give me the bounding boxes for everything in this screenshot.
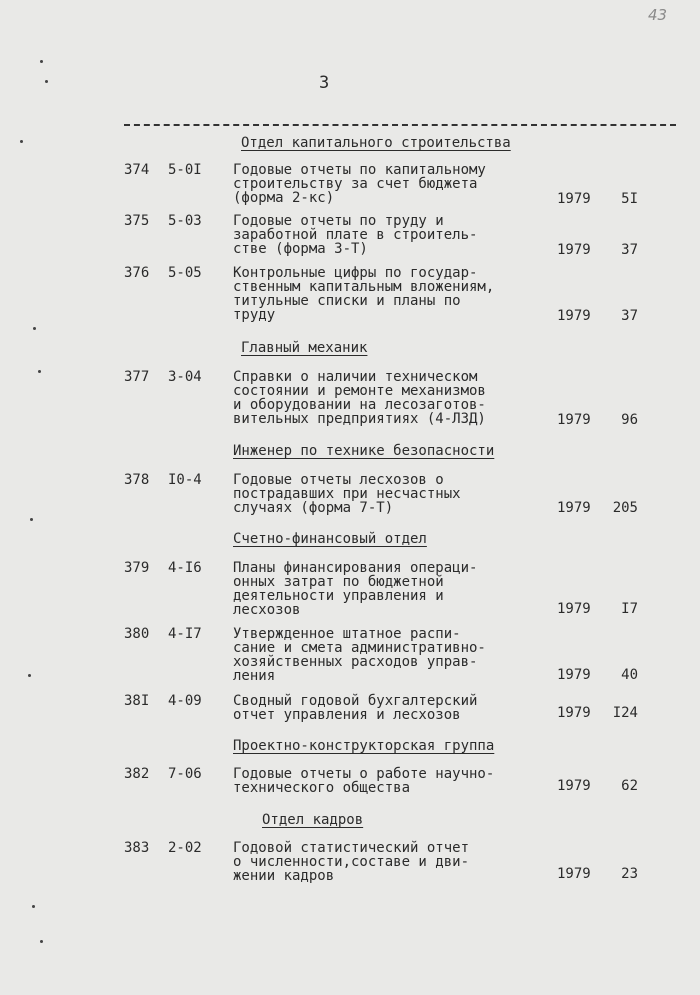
entry-code: 5-03 (168, 213, 202, 229)
entry-title: Годовые отчеты по труду и заработной плате в строитель- стве (форма 3-Т) (233, 213, 478, 257)
section-heading: Проектно-конструкторская группа (233, 738, 495, 754)
scan-speck (40, 60, 43, 63)
entry-pages: 205 (612, 500, 638, 516)
scan-speck (30, 518, 33, 521)
entry-pages: 62 (621, 778, 638, 794)
scan-speck (28, 674, 31, 677)
entry-code: 3-04 (168, 369, 202, 385)
scan-speck (33, 327, 36, 330)
scan-speck (38, 370, 41, 373)
entry-number: 374 (124, 162, 150, 178)
entry-number: 375 (124, 213, 150, 229)
entry-title: Справки о наличии техническом состоянии и ремонте механизмов и оборудовании на лесозаготов- вительных предприятиях (4-ЛЗД) (233, 369, 486, 427)
entry-number: 376 (124, 265, 150, 281)
entry-code: I0-4 (168, 472, 202, 488)
scan-speck (20, 140, 23, 143)
entry-year: 1979 (557, 242, 591, 258)
entry-number: 377 (124, 369, 150, 385)
entry-number: 383 (124, 840, 150, 856)
entry-title: Планы финансирования операци- онных затрат по бюджетной деятельности управления и лесхозов (233, 560, 478, 618)
entry-code: 5-0I (168, 162, 202, 178)
entry-code: 5-05 (168, 265, 202, 281)
header-divider (124, 124, 676, 126)
entry-year: 1979 (557, 191, 591, 207)
sheet-number: 43 (648, 6, 668, 24)
entry-year: 1979 (557, 866, 591, 882)
entry-title: Контрольные цифры по государ- ственным капитальным вложениям, титульные списки и планы по труду (233, 265, 495, 323)
entry-pages: 23 (621, 866, 638, 882)
section-heading: Отдел капитального строительства (241, 135, 511, 151)
entry-number: 379 (124, 560, 150, 576)
page-number: 3 (319, 73, 330, 93)
entry-year: 1979 (557, 705, 591, 721)
entry-year: 1979 (557, 412, 591, 428)
section-heading: Главный механик (241, 340, 368, 356)
entry-pages: 40 (621, 667, 638, 683)
entry-title: Утвержденное штатное распи- сание и смета административно- хозяйственных расходов управ- ления (233, 626, 486, 684)
scan-speck (45, 80, 48, 83)
section-heading: Счетно-финансовый отдел (233, 531, 427, 547)
entry-title: Годовые отчеты о работе научно- технического общества (233, 766, 495, 796)
entry-pages: 37 (621, 242, 638, 258)
entry-pages: I7 (621, 601, 638, 617)
entry-code: 4-I6 (168, 560, 202, 576)
entry-title: Годовой статистический отчет о численности,составе и дви- жении кадров (233, 840, 470, 884)
entry-title: Годовые отчеты лесхозов о пострадавших при несчастных случаях (форма 7-Т) (233, 472, 461, 516)
entry-number: 380 (124, 626, 150, 642)
scan-speck (40, 940, 43, 943)
entry-pages: 96 (621, 412, 638, 428)
entry-year: 1979 (557, 500, 591, 516)
entry-number: 382 (124, 766, 150, 782)
entry-pages: 37 (621, 308, 638, 324)
entry-year: 1979 (557, 601, 591, 617)
entry-year: 1979 (557, 667, 591, 683)
entry-title: Сводный годовой бухгалтерский отчет управления и лесхозов (233, 693, 478, 723)
entry-code: 2-02 (168, 840, 202, 856)
entry-year: 1979 (557, 308, 591, 324)
entry-code: 4-I7 (168, 626, 202, 642)
entry-code: 7-06 (168, 766, 202, 782)
entry-pages: I24 (612, 705, 638, 721)
entry-year: 1979 (557, 778, 591, 794)
section-heading: Инженер по технике безопасности (233, 443, 495, 459)
section-heading: Отдел кадров (262, 812, 364, 828)
entry-title: Годовые отчеты по капитальному строительству за счет бюджета (форма 2-кс) (233, 162, 486, 206)
entry-number: 378 (124, 472, 150, 488)
entry-code: 4-09 (168, 693, 202, 709)
scan-speck (32, 905, 35, 908)
entry-number: 38I (124, 693, 150, 709)
entry-pages: 5I (621, 191, 638, 207)
